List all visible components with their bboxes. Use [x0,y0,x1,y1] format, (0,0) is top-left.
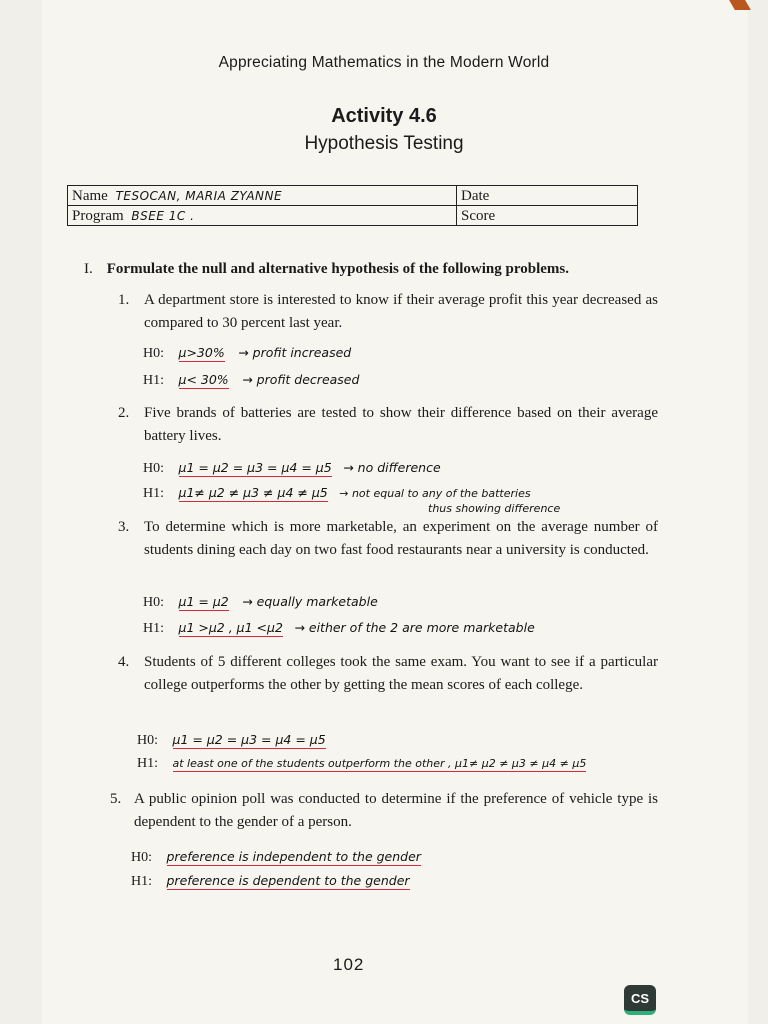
h0-answer: μ1 = μ2 = μ3 = μ4 = μ5 [178,460,332,475]
program-value: BSEE 1C . [131,209,195,223]
question-text: Five brands of batteries are tested to show their difference based on their average battery lives. [144,405,658,444]
q1-h1 [143,372,359,389]
question-number: 1. [118,292,130,308]
corner-tab [729,0,751,10]
question-text: Students of 5 different colleges took the same exam. You want to see if a particular college outperforms the other by getting the mean scores of each college. [144,654,658,693]
h0-answer: μ>30% [178,345,225,360]
q3-h1 [143,620,535,637]
camscanner-badge: CS [624,985,656,1015]
question-number: 4. [118,654,130,670]
question-text: To determine which is more marketable, an experiment on the average number of students dining each day on two fast food restaurants near a university is conducted. [144,519,658,558]
name-label: Name [72,188,108,204]
h1-answer: μ< 30% [178,372,229,387]
name-value: TESOCAN, MARIA ZYANNE [115,189,283,203]
h1-label: H1: [137,756,158,771]
section-title: Formulate the null and alternative hypothesis of the following problems. [106,261,569,277]
page-number: 102 [333,955,365,974]
section-number: I. [84,261,93,277]
question-5 [110,788,658,833]
question-text: A public opinion poll was conducted to determine if the preference of vehicle type is dependent to the gender of a person. [134,791,658,830]
h1-label: H1: [143,373,164,388]
name-cell [68,186,457,206]
program-cell [68,206,457,226]
question-number: 5. [110,791,122,807]
course-title: Appreciating Mathematics in the Modern World [218,54,550,71]
date-cell [457,186,638,206]
question-3 [118,516,658,561]
h1-label: H1: [143,486,164,501]
topic-title: Hypothesis Testing [304,133,464,154]
h1-answer: preference is dependent to the gender [166,873,410,888]
h0-note: → no difference [343,460,441,475]
h1-note: → either of the 2 are more marketable [294,620,535,635]
q4-h0 [137,732,326,749]
h0-answer: μ1 = μ2 = μ3 = μ4 = μ5 [172,732,326,747]
question-4 [118,651,658,696]
h0-label: H0: [143,346,164,361]
q2-h0 [143,460,441,477]
info-table [67,185,638,226]
h0-answer: μ1 = μ2 [178,594,229,609]
h0-answer: preference is independent to the gender [166,849,421,864]
question-text: A department store is interested to know if their average profit this year decreased as compared to 30 percent last year. [144,292,658,331]
q2-h1-note-continued: thus showing difference [428,502,561,515]
h0-label: H0: [137,733,158,748]
section-heading [84,261,569,278]
q5-h0 [131,849,421,866]
h0-note: → equally marketable [242,594,378,609]
h1-answer: μ1 >μ2 , μ1 <μ2 [178,620,283,635]
q3-h0 [143,594,378,611]
activity-title: Activity 4.6 [331,105,437,127]
h1-note: → not equal to any of the batteries [339,487,531,500]
h1-label: H1: [131,874,152,889]
question-1 [118,289,658,334]
q1-h0 [143,345,351,362]
h1-label: H1: [143,621,164,636]
h0-label: H0: [143,461,164,476]
q5-h1 [131,873,410,890]
h1-answer: at least one of the students outperform the other , μ1≠ μ2 ≠ μ3 ≠ μ4 ≠ μ5 [172,757,587,770]
date-label: Date [461,188,490,204]
h1-note: → profit decreased [242,372,360,387]
h0-label: H0: [131,850,152,865]
question-number: 3. [118,519,130,535]
score-label: Score [461,208,496,224]
q4-h1 [137,756,586,772]
program-label: Program [72,208,124,224]
question-2 [118,402,658,447]
h0-note: → profit increased [238,345,352,360]
h0-label: H0: [143,595,164,610]
h1-answer: μ1≠ μ2 ≠ μ3 ≠ μ4 ≠ μ5 [178,485,328,500]
score-cell [457,206,638,226]
q2-h1 [143,485,531,502]
question-number: 2. [118,405,130,421]
